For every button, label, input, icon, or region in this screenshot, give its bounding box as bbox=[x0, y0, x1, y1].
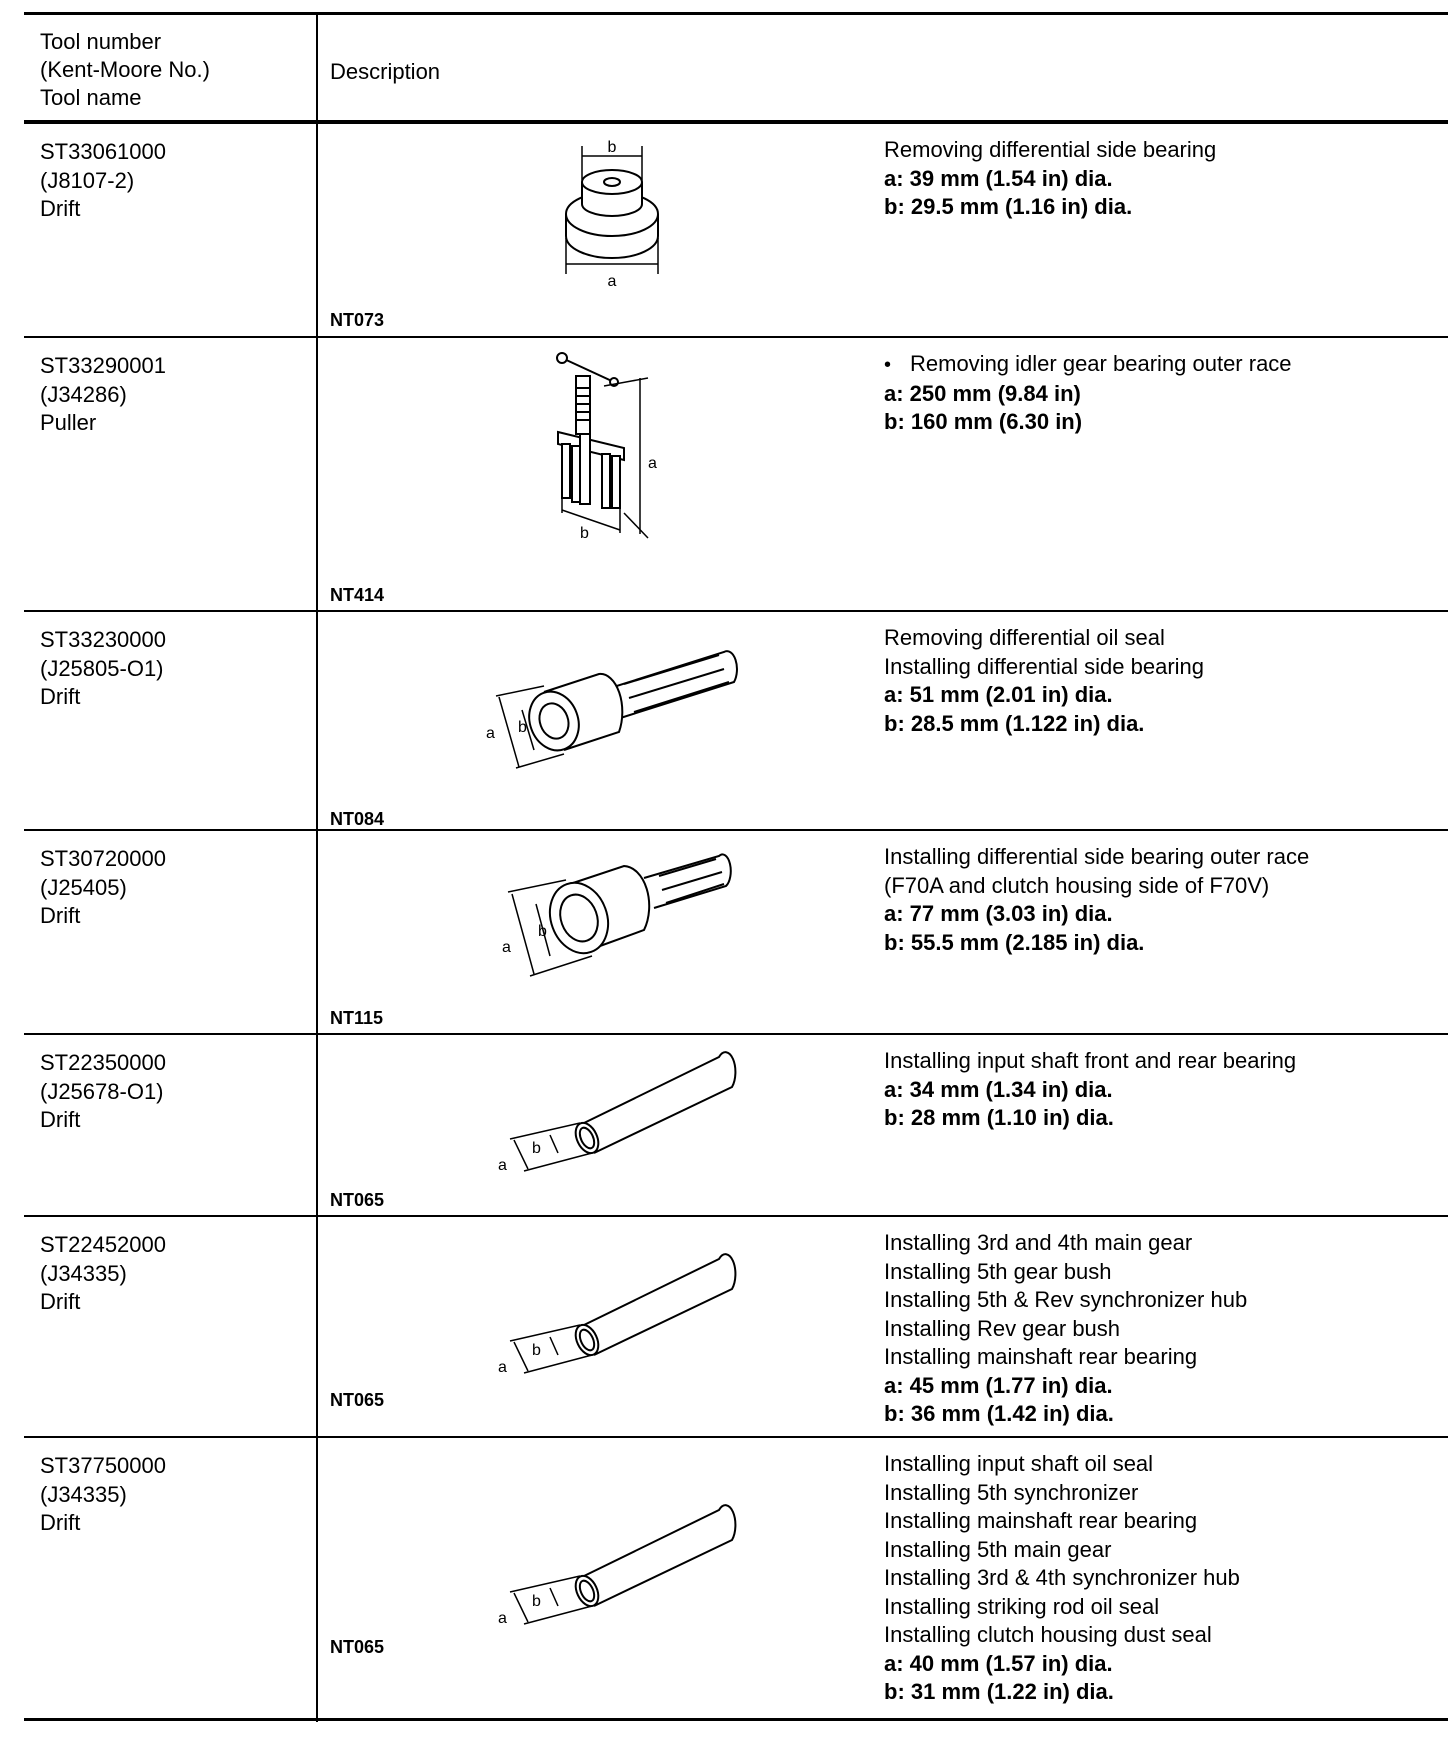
description-line: Installing input shaft front and rear bearing bbox=[884, 1048, 1297, 1073]
description-cell bbox=[884, 624, 1204, 738]
tool-name: Puller bbox=[40, 410, 97, 435]
description-cell bbox=[884, 1229, 1247, 1429]
dimension-a: a: 39 mm (1.54 in) dia. bbox=[884, 165, 1113, 191]
table-row bbox=[24, 1438, 1448, 1718]
description-cell bbox=[884, 350, 1292, 437]
description-line: (F70A and clutch housing side of F70V) bbox=[884, 872, 1270, 898]
special-tools-table bbox=[24, 0, 1448, 1738]
header-description: Description bbox=[330, 59, 441, 84]
description-line: Installing 3rd and 4th main gear bbox=[884, 1230, 1193, 1255]
tool-name: Drift bbox=[40, 1289, 81, 1314]
dimension-b: b: 36 mm (1.42 in) dia. bbox=[884, 1401, 1114, 1426]
drift-illustration bbox=[474, 632, 764, 782]
figure-code: NT065 bbox=[330, 1637, 385, 1657]
kent-moore-number: (J34286) bbox=[40, 381, 127, 407]
tool-cell bbox=[40, 1049, 166, 1135]
dimension-a: a: 51 mm (2.01 in) dia. bbox=[884, 682, 1113, 707]
tool-name: Drift bbox=[40, 1510, 81, 1535]
description-line: Installing 5th & Rev synchronizer hub bbox=[884, 1287, 1248, 1312]
table-row bbox=[24, 124, 1448, 336]
figure-code: NT115 bbox=[330, 1008, 384, 1028]
tool-cell bbox=[40, 626, 166, 712]
header-tool-column bbox=[40, 28, 210, 112]
kent-moore-number: (J25805-O1) bbox=[40, 655, 164, 681]
drift-illustration bbox=[544, 134, 684, 294]
tool-cell bbox=[40, 845, 166, 931]
dim-label-b: b bbox=[518, 719, 527, 736]
dim-label-b: b bbox=[532, 1140, 541, 1157]
table-top-rule bbox=[24, 12, 1448, 15]
tool-cell bbox=[40, 1231, 166, 1317]
tool-name: Drift bbox=[40, 903, 81, 928]
dim-label-a: a bbox=[502, 939, 511, 956]
drift-tube-illustration bbox=[484, 1498, 764, 1638]
description-cell bbox=[884, 1450, 1240, 1707]
tool-number: ST33290001 bbox=[40, 353, 166, 378]
description-line: Installing 5th gear bush bbox=[884, 1258, 1112, 1284]
description-line: Installing 3rd & 4th synchronizer hub bbox=[884, 1565, 1240, 1590]
tool-number: ST33230000 bbox=[40, 627, 166, 652]
figure-code: NT414 bbox=[330, 585, 385, 605]
dim-label-a: a bbox=[648, 455, 657, 472]
description-line: Installing clutch housing dust seal bbox=[884, 1622, 1212, 1647]
description-line: Installing 5th main gear bbox=[884, 1536, 1112, 1562]
dim-label-a: a bbox=[607, 273, 617, 290]
table-row bbox=[24, 1217, 1448, 1436]
tool-name: Drift bbox=[40, 196, 81, 221]
dim-label-b: b bbox=[532, 1593, 541, 1610]
kent-moore-number: (J34335) bbox=[40, 1481, 127, 1507]
tool-name: Drift bbox=[40, 1107, 81, 1132]
table-row bbox=[24, 338, 1448, 610]
tool-cell bbox=[40, 138, 166, 224]
table-bottom-rule bbox=[24, 1718, 1448, 1721]
description-line: Installing mainshaft rear bearing bbox=[884, 1344, 1198, 1369]
description-cell bbox=[884, 1047, 1296, 1133]
dim-label-a: a bbox=[486, 725, 495, 742]
tool-number: ST33061000 bbox=[40, 139, 166, 164]
dimension-a: a: 40 mm (1.57 in) dia. bbox=[884, 1650, 1113, 1676]
dimension-b: b: 31 mm (1.22 in) dia. bbox=[884, 1679, 1114, 1704]
description-line: Installing differential side bearing bbox=[884, 653, 1205, 679]
dimension-b: b: 29.5 mm (1.16 in) dia. bbox=[884, 194, 1133, 219]
dimension-a: a: 34 mm (1.34 in) dia. bbox=[884, 1076, 1113, 1102]
tool-name: Drift bbox=[40, 684, 81, 709]
description-line: Installing Rev gear bush bbox=[884, 1315, 1121, 1341]
kent-moore-number: (J25678-O1) bbox=[40, 1078, 164, 1104]
puller-illustration bbox=[544, 348, 684, 558]
kent-moore-number: (J34335) bbox=[40, 1260, 127, 1286]
dimension-a: a: 250 mm (9.84 in) bbox=[884, 380, 1081, 406]
description-line: Installing mainshaft rear bearing bbox=[884, 1508, 1198, 1533]
tool-number: ST22350000 bbox=[40, 1050, 166, 1075]
figure-code: NT073 bbox=[330, 310, 385, 330]
dimension-b: b: 160 mm (6.30 in) bbox=[884, 409, 1083, 434]
header-tool-name: Tool name bbox=[40, 85, 142, 110]
description-line: Installing differential side bearing outer race bbox=[884, 844, 1310, 869]
dimension-b: b: 55.5 mm (2.185 in) dia. bbox=[884, 929, 1145, 955]
description-cell bbox=[884, 136, 1216, 222]
table-row bbox=[24, 1035, 1448, 1215]
tool-cell bbox=[40, 1452, 166, 1538]
description-line: Removing differential side bearing bbox=[884, 137, 1217, 162]
dim-label-b: b bbox=[538, 923, 547, 940]
dimension-b: b: 28.5 mm (1.122 in) dia. bbox=[884, 710, 1145, 736]
dimension-a: a: 77 mm (3.03 in) dia. bbox=[884, 901, 1113, 926]
dim-label-b: b bbox=[532, 1342, 541, 1359]
tool-number: ST30720000 bbox=[40, 846, 166, 871]
tool-number: ST22452000 bbox=[40, 1232, 166, 1257]
description-line: Installing input shaft oil seal bbox=[884, 1451, 1154, 1476]
kent-moore-number: (J25405) bbox=[40, 874, 127, 900]
description-line: Installing striking rod oil seal bbox=[884, 1593, 1160, 1619]
dimension-a: a: 45 mm (1.77 in) dia. bbox=[884, 1372, 1113, 1398]
drift-tube-illustration bbox=[484, 1247, 764, 1387]
tool-cell bbox=[40, 352, 166, 438]
description-line: Installing 5th synchronizer bbox=[884, 1479, 1139, 1505]
description-cell bbox=[884, 843, 1309, 957]
description-line: Removing differential oil seal bbox=[884, 625, 1165, 650]
drift-illustration bbox=[494, 846, 754, 996]
header-tool-number: Tool number bbox=[40, 29, 162, 54]
table-row bbox=[24, 612, 1448, 829]
dim-label-a: a bbox=[498, 1359, 507, 1376]
kent-moore-number: (J8107-2) bbox=[40, 167, 135, 193]
figure-code: NT065 bbox=[330, 1190, 385, 1210]
tool-number: ST37750000 bbox=[40, 1453, 166, 1478]
figure-code: NT065 bbox=[330, 1390, 385, 1410]
header-kent-moore: (Kent-Moore No.) bbox=[40, 57, 210, 82]
dimension-b: b: 28 mm (1.10 in) dia. bbox=[884, 1105, 1114, 1130]
table-row bbox=[24, 831, 1448, 1033]
description-line: • Removing idler gear bearing outer race bbox=[884, 350, 1292, 380]
dim-label-b: b bbox=[607, 139, 617, 156]
figure-code: NT084 bbox=[330, 809, 385, 829]
dim-label-a: a bbox=[498, 1157, 507, 1174]
dim-label-a: a bbox=[498, 1610, 507, 1627]
drift-tube-illustration bbox=[484, 1045, 764, 1185]
dim-label-b: b bbox=[580, 525, 589, 542]
